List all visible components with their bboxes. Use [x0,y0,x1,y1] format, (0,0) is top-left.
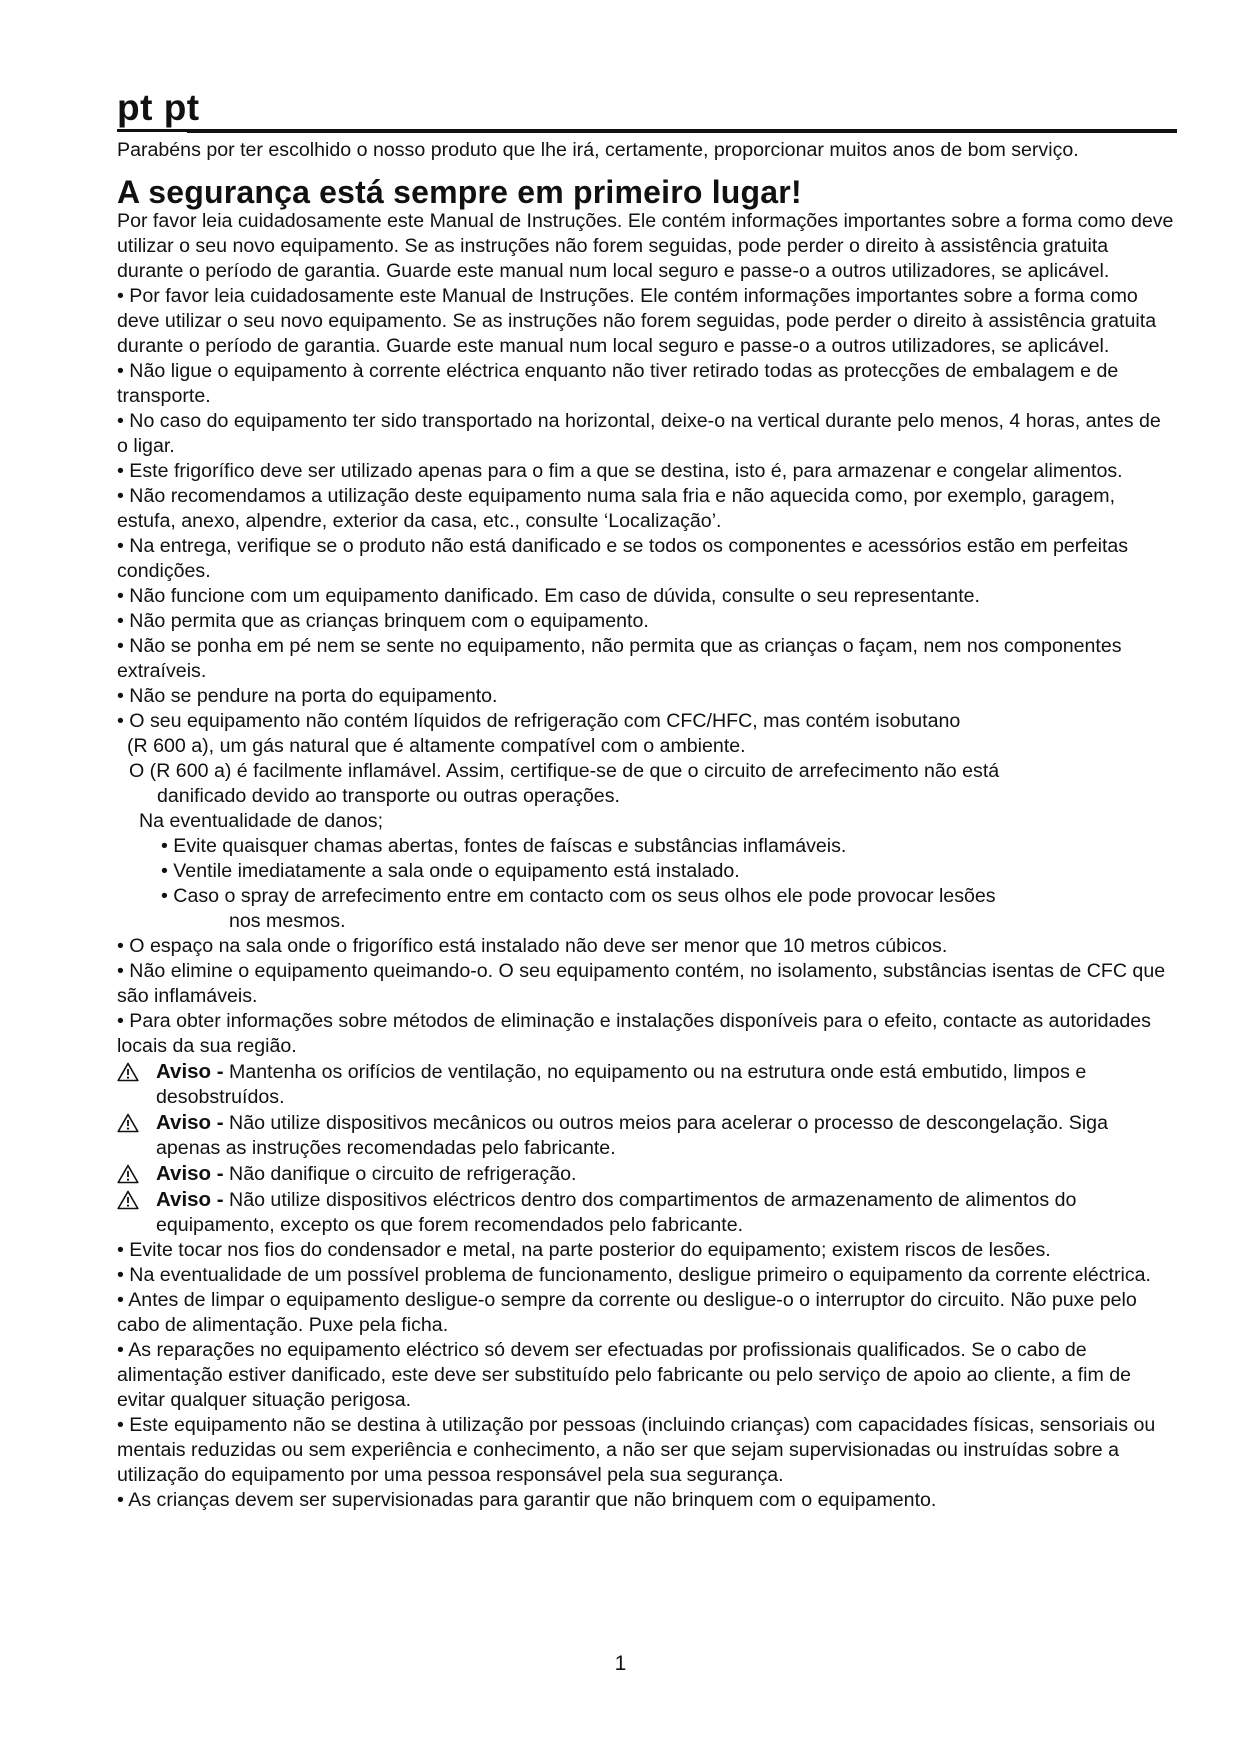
warning-triangle-icon [117,1062,139,1082]
warning-defrost [117,1110,1177,1161]
warning-label: Aviso - [156,1188,224,1211]
bullet-refrigerant: • O seu equipamento não contém líquidos de refrigeração com CFC/HFC, mas contém isobutano [117,710,961,732]
bullet-remove-packaging: • Não ligue o equipamento à corrente eléctrica enquanto não tiver retirado todas as protecções de embalagem e de transporte. [117,360,1119,407]
bullet-do-not-hang: • Não se pendure na porta do equipamento. [117,685,498,707]
warning-triangle-icon [117,1164,139,1184]
bullet-malfunction: • Na eventualidade de um possível problema de funcionamento, desligue primeiro o equipamento da corrente eléctrica. [117,1264,1151,1286]
sub-bullet-flames: • Evite quaisquer chamas abertas, fontes de faíscas e substâncias inflamáveis. [161,835,847,857]
header-underline [117,129,187,132]
refrigerant-line-4: danificado devido ao transporte ou outras operações. [157,785,620,807]
refrigerant-line-3: O (R 600 a) é facilmente inflamável. Assim, certifique-se de que o circuito de arrefecimento não está [129,760,1000,782]
bullet-cold-room: • Não recomendamos a utilização deste equipamento numa sala fria e não aquecida como, por exemplo, garagem, estufa, anexo, alpendre, exterior da casa, etc., consulte ‘Localização’. [117,485,1116,532]
bullet-check-delivery: • Na entrega, verifique se o produto não está danificado e se todos os componentes e acessórios estão em perfeitas condições. [117,535,1129,582]
bullet-intended-use: • Este frigorífico deve ser utilizado apenas para o fim a que se destina, isto é, para armazenar e congelar alimentos. [117,460,1123,482]
sub-bullet-ventilate: • Ventile imediatamente a sala onde o equipamento está instalado. [161,860,740,882]
warning-circuit [117,1161,1177,1187]
bullet-room-size: • O espaço na sala onde o frigorífico está instalado não deve ser menor que 10 metros cúbicos. [117,935,948,957]
refrigerant-line-2: (R 600 a), um gás natural que é altamente compatível com o ambiente. [127,735,746,757]
sub-bullet-eyes-cont: nos mesmos. [229,910,346,932]
safety-body [117,209,1177,1513]
warning-label: Aviso - [156,1060,224,1083]
warning-electrical [117,1187,1177,1238]
bullet-disposal-info: • Para obter informações sobre métodos de eliminação e instalações disponíveis para o efeito, contacte as autoridades locais da sua região. [117,1010,1151,1057]
header-rule [187,129,1177,133]
bullet-damaged-appliance: • Não funcione com um equipamento danificado. Em caso de dúvida, consulte o seu representante. [117,585,980,607]
warning-ventilation [117,1059,1177,1110]
manual-page [117,88,1177,1513]
bullet-children-play: • Não permita que as crianças brinquem com o equipamento. [117,610,649,632]
bullet-read-manual: • Por favor leia cuidadosamente este Manual de Instruções. Ele contém informações importantes sobre a forma como deve utilizar o seu novo equipamento. Se as instruções não forem seguidas, pode perder o direito à assistência gratuita durante o período de garantia. Guarde este manual num local seguro e passe-o a outros utilizadores, se aplicável. [117,285,1157,357]
bullet-cleaning: • Antes de limpar o equipamento desligue-o sempre da corrente ou desligue-o o interruptor do circuito. Não puxe pelo cabo de alimentação. Puxe pela ficha. [117,1289,1137,1336]
bullet-reduced-capacity: • Este equipamento não se destina à utilização por pessoas (incluindo crianças) com capacidades físicas, sensoriais ou mentais reduzidas ou sem experiência e conhecimento, a não ser que sejam supervisionadas ou instruídas sobre a utilização do equipamento por uma pessoa responsável pela sua segurança. [117,1414,1156,1486]
language-label: pt pt [117,87,200,128]
bullet-supervise-children: • As crianças devem ser supervisionadas para garantir que não brinquem com o equipamento. [117,1489,937,1511]
bullet-do-not-stand: • Não se ponha em pé nem se sente no equipamento, não permita que as crianças o façam, nem nos componentes extraíveis. [117,635,1122,682]
lead-paragraph: Por favor leia cuidadosamente este Manual de Instruções. Ele contém informações importantes sobre a forma como deve utilizar o seu novo equipamento. Se as instruções não forem seguidas, pode perder o direito à assistência gratuita durante o período de garantia. Guarde este manual num local seguro e passe-o a outros utilizadores, se aplicável. [117,210,1174,282]
warning-triangle-icon [117,1190,139,1210]
warning-text: Não utilize dispositivos eléctricos dentro dos compartimentos de armazenamento de alimentos do equipamento, excepto os que forem recomendados pelo fabricante. [156,1189,1077,1236]
warning-label: Aviso - [156,1162,224,1185]
bullet-condenser: • Evite tocar nos fios do condensador e metal, na parte posterior do equipamento; existem riscos de lesões. [117,1239,1051,1261]
section-header [117,88,1177,132]
bullet-transport-vertical: • No caso do equipamento ter sido transportado na horizontal, deixe-o na vertical durante pelo menos, 4 horas, antes de o ligar. [117,410,1161,457]
warning-label: Aviso - [156,1111,224,1134]
damage-intro: Na eventualidade de danos; [139,810,384,832]
intro-paragraph: Parabéns por ter escolhido o nosso produto que lhe irá, certamente, proporcionar muitos anos de bom serviço. [117,139,1079,161]
safety-title: A segurança está sempre em primeiro lugar! [117,174,802,210]
warning-text: Não danifique o circuito de refrigeração. [229,1163,577,1185]
warning-text: Não utilize dispositivos mecânicos ou outros meios para acelerar o processo de descongelação. Siga apenas as instruções recomendadas pelo fabricante. [156,1112,1108,1159]
warning-text: Mantenha os orifícios de ventilação, no equipamento ou na estrutura onde está embutido, limpos e desobstruídos. [156,1061,1087,1108]
page-number: 1 [614,1652,627,1675]
sub-bullet-eyes: • Caso o spray de arrefecimento entre em contacto com os seus olhos ele pode provocar lesões [161,885,996,907]
bullet-disposal-burning: • Não elimine o equipamento queimando-o. O seu equipamento contém, no isolamento, substâncias isentas de CFC que são inflamáveis. [117,960,1166,1007]
bullet-repairs: • As reparações no equipamento eléctrico só devem ser efectuadas por profissionais qualificados. Se o cabo de alimentação estiver danificado, este deve ser substituído pelo fabricante ou pelo serviço de apoio ao cliente, a fim de evitar qualquer situação perigosa. [117,1339,1132,1411]
warning-triangle-icon [117,1113,139,1133]
